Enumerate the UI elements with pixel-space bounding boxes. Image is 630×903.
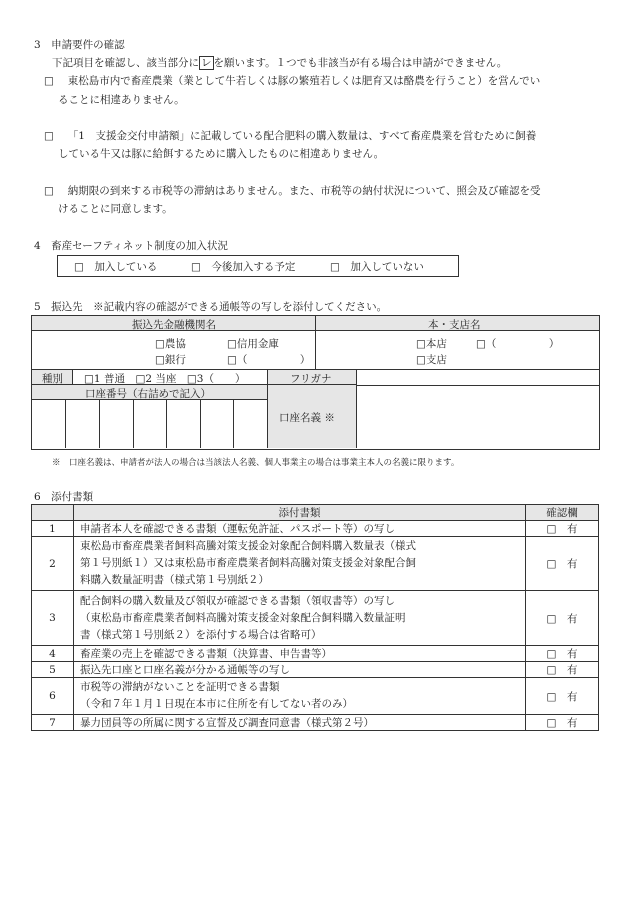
row-document: 市税等の滞納がないことを証明できる書類 （令和７年１月１日現在本市に住所を有してない者のみ） <box>74 678 526 715</box>
row-check[interactable]: □ 有 <box>526 646 599 662</box>
table-row <box>32 591 599 646</box>
section3-intro: 下記項目を確認し、該当部分に レ を願います。１つでも非該当が有る場合は申請ができません。 <box>52 57 508 69</box>
requirement-2-line1[interactable]: □ 「1 支援金交付申請額」に記載している配合肥料の購入数量は、すべて畜産農業を営むために飼養 <box>44 130 537 142</box>
row-check[interactable]: □ 有 <box>526 537 599 591</box>
bank-account-form <box>31 315 600 450</box>
row-check[interactable]: □ 有 <box>526 662 599 678</box>
section6-heading: 6 添付書類 <box>34 491 94 503</box>
requirement-3-line2: けることに同意します。 <box>58 203 173 215</box>
check-mark-example: レ <box>201 57 212 69</box>
account-number-label: 口座番号（右詰めで記入） <box>85 388 211 400</box>
account-number-input[interactable] <box>32 400 268 448</box>
bank-name-header: 振込先金融機関名 <box>132 319 216 331</box>
row-number: 4 <box>32 646 74 662</box>
section4-heading: 4 畜産セーフティネット制度の加入状況 <box>34 240 228 252</box>
branch-opt-main[interactable]: □本店 <box>416 338 447 350</box>
col-header-document: 添付書類 <box>74 505 526 521</box>
row-check[interactable]: □ 有 <box>526 591 599 646</box>
account-name-input[interactable] <box>357 385 599 449</box>
branch-opt-branch[interactable]: □支店 <box>416 354 447 366</box>
row-number: 3 <box>32 591 74 646</box>
section5-heading: 5 振込先 ※記載内容の確認ができる通帳等の写しを添付してください。 <box>34 301 388 313</box>
requirement-3-line1[interactable]: □ 納期限の到来する市税等の滞納はありません。また、市税等の納付状況について、照会及び確認を受 <box>44 185 541 197</box>
table-row <box>32 715 599 731</box>
table-row <box>32 537 599 591</box>
furigana-label: フリガナ <box>290 373 332 385</box>
row-check[interactable]: □ 有 <box>526 678 599 715</box>
row-check[interactable]: □ 有 <box>526 521 599 537</box>
table-row <box>32 662 599 678</box>
row-number: 7 <box>32 715 74 731</box>
account-name-label: 口座名義 ※ <box>279 412 335 424</box>
bank-opt-shinkin[interactable]: □信用金庫 <box>227 338 279 350</box>
row-number: 1 <box>32 521 74 537</box>
requirement-1-line1[interactable]: □ 東松島市内で畜産農業（業として牛若しくは豚の繁殖若しくは肥育又は酪農を行うこと）を営んでい <box>44 75 541 87</box>
branch-opt-other[interactable]: □（ ） <box>476 338 560 350</box>
row-document: 配合飼料の購入数量及び領収が確認できる書類（領収書等）の写し （東松島市畜産農業者飼料高騰対策支援金対象配合飼料購入数量証明 書（様式第１号別紙２）を添付する場合は省略可） <box>74 591 526 646</box>
table-row <box>32 521 599 537</box>
row-number: 6 <box>32 678 74 715</box>
col-header-check: 確認欄 <box>526 505 599 521</box>
bank-opt-bank[interactable]: □銀行 <box>155 354 186 366</box>
account-type-label: 種別 <box>42 373 63 385</box>
safety-net-options-box <box>57 255 459 277</box>
branch-name-header: 本・支店名 <box>428 319 481 331</box>
row-document: 畜産業の売上を確認できる書類（決算書、申告書等） <box>74 646 526 662</box>
row-document: 東松島市畜産農業者飼料高騰対策支援金対象配合飼料購入数量表（様式 第１号別紙１）又は東松島市畜産農業者飼料高騰対策支援金対象配合飼 料購入数量証明書（様式第１号別紙２） <box>74 537 526 591</box>
row-check[interactable]: □ 有 <box>526 715 599 731</box>
account-type-options[interactable]: □1 普通 □2 当座 □3（ ） <box>84 373 246 385</box>
attachments-table <box>31 504 599 731</box>
section3-heading: 3 申請要件の確認 <box>34 39 125 51</box>
option-enrolled[interactable]: □ 加入している <box>74 261 158 273</box>
row-number: 2 <box>32 537 74 591</box>
requirement-2-line2: している牛又は豚に給餌するために購入したものに相違ありません。 <box>58 148 385 160</box>
option-not-enrolled[interactable]: □ 加入していない <box>330 261 424 273</box>
row-document: 暴力団員等の所属に関する宣誓及び調査同意書（様式第２号） <box>74 715 526 731</box>
table-row <box>32 678 599 715</box>
bank-opt-other[interactable]: □（ ） <box>227 354 311 366</box>
row-number: 5 <box>32 662 74 678</box>
table-row <box>32 646 599 662</box>
account-name-note: ※ 口座名義は、申請者が法人の場合は当該法人名義、個人事業主の場合は事業主本人の名義に限ります。 <box>52 458 460 468</box>
row-document: 振込先口座と口座名義が分かる通帳等の写し <box>74 662 526 678</box>
option-planned[interactable]: □ 今後加入する予定 <box>191 261 296 273</box>
requirement-1-line2: ることに相違ありません。 <box>58 94 185 106</box>
row-document: 申請者本人を確認できる書類（運転免許証、パスポート等）の写し <box>74 521 526 537</box>
bank-opt-nokyo[interactable]: □農協 <box>155 338 186 350</box>
